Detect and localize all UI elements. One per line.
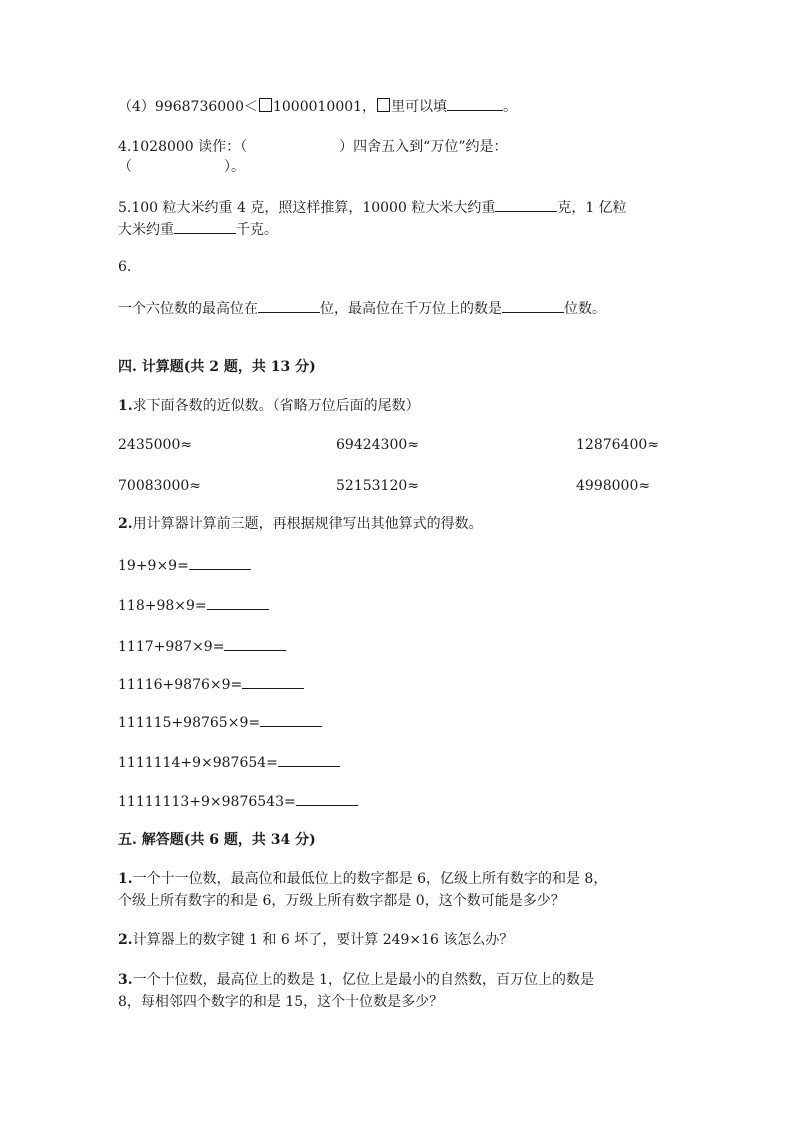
answer-1-line1: 1.一个十一位数，最高位和最低位上的数字都是 6，亿级上所有数字的和是 8， xyxy=(118,871,608,887)
q5-number: 5. xyxy=(118,200,132,216)
calc-2-prompt xyxy=(118,514,483,534)
approx-item: 69424300≈ xyxy=(336,437,419,453)
answer-blank[interactable] xyxy=(278,752,340,767)
approx-item: 4998000≈ xyxy=(576,478,651,494)
answer-2-number: 2. xyxy=(118,932,133,948)
calc-expression: 1117+987×9= xyxy=(118,636,286,657)
q4-number: 4. xyxy=(118,139,132,155)
answer-blank[interactable] xyxy=(495,197,557,212)
calc-expression: 11111113+9×9876543= xyxy=(118,791,358,812)
answer-blank[interactable] xyxy=(502,298,564,313)
calc-1-text: 求下面各数的近似数。（省略万位后面的尾数） xyxy=(132,398,420,414)
q6-line-a: 一个六位数的最高位在 xyxy=(118,301,258,317)
approx-item: 12876400≈ xyxy=(576,437,659,453)
question-4-line1 xyxy=(118,137,508,157)
q3-4-middle: 1000010001， xyxy=(272,99,377,115)
q4-text-a: 1028000 读作：（ xyxy=(131,139,248,155)
calc-expression: 19+9×9= xyxy=(118,555,251,576)
q3-4-end: 。 xyxy=(503,99,518,115)
answer-2: 2.计算器上的数字键 1 和 6 坏了，要计算 249×16 该怎么办？ xyxy=(118,932,514,948)
calc-expression: 118+98×9= xyxy=(118,595,269,616)
question-5-line2 xyxy=(118,219,278,240)
q6-line-b: 位，最高位在千万位上的数是 xyxy=(320,301,502,317)
calc-1-prompt xyxy=(118,396,420,416)
answer-blank[interactable] xyxy=(174,219,236,234)
calc-1-number: 1. xyxy=(118,398,133,414)
calc-2-number: 2. xyxy=(118,516,133,532)
question-6-text xyxy=(118,298,606,319)
section-5-title: 五. 解答题(共 6 题，共 34 分) xyxy=(118,832,316,848)
question-6-number: 6. xyxy=(118,259,132,275)
calc-2-text: 用计算器计算前三题，再根据规律写出其他算式的得数。 xyxy=(132,516,483,532)
q5-line1-b: 克，1 亿粒 xyxy=(557,200,627,216)
answer-box-icon xyxy=(377,98,390,112)
answer-3-number: 3. xyxy=(118,972,133,988)
approx-item: 70083000≈ xyxy=(118,478,201,494)
question-4-line2 xyxy=(118,157,245,177)
answer-blank[interactable] xyxy=(258,298,320,313)
answer-blank[interactable] xyxy=(189,555,251,570)
answer-box-icon xyxy=(259,98,272,112)
q5-line2-b: 千克。 xyxy=(236,222,278,238)
q4-text-b: ）四舍五入到“万位”约是： xyxy=(339,139,508,155)
answer-3-line2: 8，每相邻四个数字的和是 15，这个十位数是多少？ xyxy=(118,994,444,1010)
answer-blank[interactable] xyxy=(260,712,322,727)
answer-1-number: 1. xyxy=(118,871,133,887)
calc-expression: 11116+9876×9= xyxy=(118,674,304,695)
answer-blank[interactable] xyxy=(224,636,286,651)
answer-1-line2: 个级上所有数字的和是 6，万级上所有数字都是 0，这个数可能是多少？ xyxy=(118,893,565,909)
section-4-title: 四. 计算题(共 2 题，共 13 分) xyxy=(118,359,316,375)
answer-blank[interactable] xyxy=(296,791,358,806)
q6-line-c: 位数。 xyxy=(564,301,606,317)
question-3-4 xyxy=(118,96,517,117)
question-5-line1 xyxy=(118,197,627,218)
calc-expression: 111115+98765×9= xyxy=(118,712,322,733)
q4-line2-open: （ xyxy=(118,159,132,175)
q5-line2-a: 大米约重 xyxy=(118,222,174,238)
answer-blank[interactable] xyxy=(447,96,503,111)
approx-item: 52153120≈ xyxy=(336,478,419,494)
answer-blank[interactable] xyxy=(207,595,269,610)
q5-line1-a: 100 粒大米约重 4 克，照这样推算，10000 粒大米大约重 xyxy=(131,200,496,216)
approx-item: 2435000≈ xyxy=(118,437,193,453)
q3-4-prefix: （4）9968736000＜ xyxy=(118,99,258,115)
q3-4-suffix: 里可以填 xyxy=(391,99,448,115)
q4-line2-close: ）。 xyxy=(224,159,245,175)
calc-expression: 1111114+9×987654= xyxy=(118,752,340,773)
answer-blank[interactable] xyxy=(242,674,304,689)
answer-3-line1: 3.一个十位数，最高位上的数是 1，亿位上是最小的自然数，百万位上的数是 xyxy=(118,972,594,988)
